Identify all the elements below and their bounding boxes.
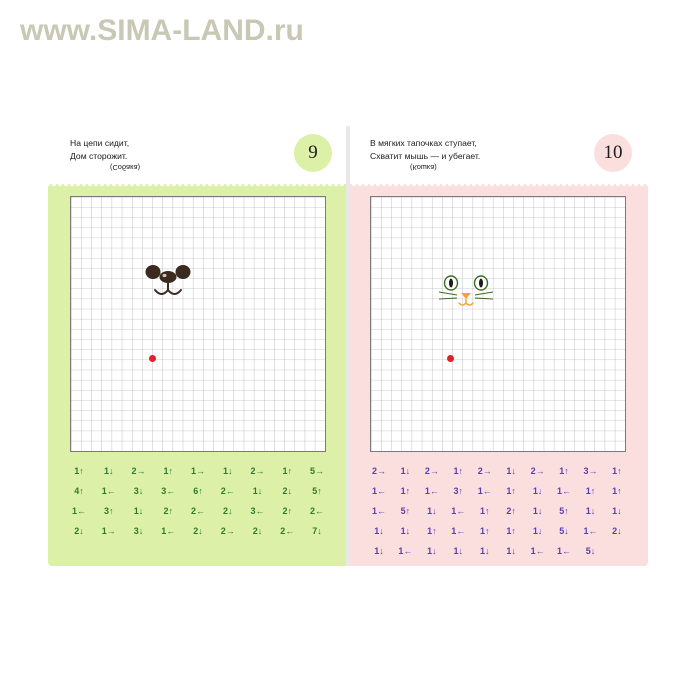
arrow-cell: 2←: [280, 526, 295, 536]
arrow-cell: 1←: [557, 546, 572, 556]
arrow-cell: 2↓: [74, 526, 84, 536]
arrow-cell: 1↓: [427, 546, 437, 556]
arrow-cell: 1↓: [374, 546, 384, 556]
page-right: [348, 126, 648, 566]
arrow-cell: 1↓: [585, 506, 596, 516]
arrow-cell: 1↓: [252, 486, 263, 496]
arrow-cell: 1↑: [506, 486, 516, 496]
arrow-cell: 1↓: [133, 506, 144, 516]
arrow-cell: 7↓: [312, 526, 322, 536]
arrow-row: [62, 526, 334, 536]
arrow-cell: 1↓: [532, 506, 543, 516]
page-number-right: 10: [594, 134, 632, 172]
arrow-cell: 1↓: [400, 466, 411, 476]
arrow-cell: 5↑: [312, 486, 322, 496]
arrow-cell: 1↑: [400, 486, 411, 496]
arrow-cell: 5↓: [585, 546, 596, 556]
arrow-cell: 2→: [371, 466, 386, 476]
arrow-cell: 1↓: [532, 526, 543, 536]
start-dot-left: [149, 355, 156, 362]
arrow-cell: 2↓: [193, 526, 203, 536]
arrow-cell: 2↑: [163, 506, 173, 516]
watermark: www.SIMA-LAND.ru: [20, 14, 304, 47]
arrow-cell: 2↓: [222, 506, 233, 516]
arrow-cell: 2↑: [282, 506, 292, 516]
arrow-cell: 3→: [583, 466, 598, 476]
drawing-grid-left: [70, 196, 326, 452]
arrow-cell: 1↑: [479, 506, 490, 516]
arrow-cell: 2→: [131, 466, 146, 476]
arrow-cell: 1←: [398, 546, 413, 556]
arrow-cell: 1↑: [453, 466, 464, 476]
start-dot-right: [447, 355, 454, 362]
page-left-panel: [48, 184, 348, 566]
arrow-cell: 1←: [451, 506, 466, 516]
grid-lines-right: [371, 197, 625, 451]
arrow-cell: [604, 546, 630, 556]
riddle-line-2: Схватит мышь — и убегает.: [370, 151, 481, 161]
arrow-cell: 3↓: [133, 526, 144, 536]
arrow-sequence-left: [62, 466, 334, 546]
arrow-cell: 1↓: [374, 526, 384, 536]
scallop-edge-right-icon: [348, 184, 648, 189]
arrow-cell: 1→: [101, 526, 116, 536]
scallop-edge-left-icon: [48, 184, 348, 189]
arrow-cell: 2↓: [252, 526, 263, 536]
riddle-answer-left: (Собака): [110, 163, 141, 172]
arrow-cell: 1←: [451, 526, 466, 536]
arrow-cell: 1↓: [506, 546, 516, 556]
book-gutter: [346, 126, 350, 566]
page-left-header: [48, 126, 348, 184]
arrow-cell: 5→: [309, 466, 324, 476]
arrow-cell: 2→: [530, 466, 545, 476]
page-number-left: 9: [294, 134, 332, 172]
arrow-cell: 4↑: [74, 486, 84, 496]
arrow-cell: 1←: [371, 486, 386, 496]
arrow-cell: 1←: [530, 546, 545, 556]
arrow-cell: 1↑: [163, 466, 173, 476]
arrow-cell: 3←: [161, 486, 176, 496]
arrow-cell: 1↑: [559, 466, 569, 476]
arrow-cell: 1↓: [506, 466, 516, 476]
arrow-cell: 1↓: [427, 506, 437, 516]
arrow-cell: 1↑: [479, 526, 490, 536]
arrow-cell: 2→: [220, 526, 235, 536]
arrow-row: [362, 546, 634, 556]
riddle-line-1: На цепи сидит,: [70, 138, 130, 148]
arrow-cell: 2←: [220, 486, 235, 496]
arrow-cell: 2↓: [612, 526, 622, 536]
arrow-row: [62, 466, 334, 476]
arrow-cell: 2→: [477, 466, 492, 476]
arrow-row: [362, 486, 634, 496]
riddle-line-2: Дом сторожит.: [70, 151, 128, 161]
arrow-cell: 5↑: [400, 506, 411, 516]
arrow-cell: 1↓: [222, 466, 233, 476]
cat-face-icon: [433, 273, 499, 319]
arrow-sequence-right: [362, 466, 634, 566]
arrow-cell: 1←: [371, 506, 386, 516]
arrow-cell: 2→: [424, 466, 439, 476]
arrow-row: [362, 506, 634, 516]
arrow-cell: 3←: [250, 506, 265, 516]
arrow-cell: 2←: [309, 506, 324, 516]
page-right-panel: [348, 184, 648, 566]
arrow-cell: 5↑: [559, 506, 569, 516]
arrow-cell: 2↑: [506, 506, 516, 516]
arrow-cell: 1←: [161, 526, 176, 536]
arrow-cell: 1←: [71, 506, 86, 516]
arrow-cell: 1↑: [506, 526, 516, 536]
arrow-cell: 1↑: [74, 466, 84, 476]
arrow-cell: 1←: [101, 486, 116, 496]
arrow-cell: 1←: [557, 486, 572, 496]
arrow-cell: 1↓: [532, 486, 543, 496]
page-right-header: [348, 126, 648, 184]
riddle-line-1: В мягких тапочках ступает,: [370, 138, 477, 148]
arrow-cell: 1↓: [453, 546, 464, 556]
arrow-cell: 3↑: [453, 486, 464, 496]
drawing-grid-right: [370, 196, 626, 452]
arrow-cell: 1→: [190, 466, 205, 476]
arrow-cell: 1←: [424, 486, 439, 496]
arrow-cell: 1←: [477, 486, 492, 496]
arrow-cell: 1↑: [612, 486, 622, 496]
arrow-cell: 1↑: [612, 466, 622, 476]
arrow-cell: 1↓: [612, 506, 622, 516]
arrow-cell: 1↓: [103, 466, 114, 476]
page-left: [48, 126, 348, 566]
arrow-cell: 3↑: [103, 506, 114, 516]
arrow-cell: 1←: [583, 526, 598, 536]
arrow-cell: 6↑: [193, 486, 203, 496]
arrow-cell: 2→: [250, 466, 265, 476]
arrow-cell: 1↓: [479, 546, 490, 556]
riddle-answer-right: (Кошка): [410, 163, 437, 172]
arrow-cell: 2↓: [282, 486, 292, 496]
book-spread: [48, 126, 648, 566]
riddle-text-left: [70, 137, 129, 163]
arrow-row: [362, 526, 634, 536]
arrow-cell: 5↓: [559, 526, 569, 536]
arrow-cell: 3↓: [133, 486, 144, 496]
arrow-cell: 1↑: [427, 526, 437, 536]
arrow-cell: 1↑: [282, 466, 292, 476]
grid-lines-left: [71, 197, 325, 451]
arrow-cell: 1↑: [585, 486, 596, 496]
arrow-cell: 1↓: [400, 526, 411, 536]
arrow-row: [362, 466, 634, 476]
riddle-text-right: [370, 137, 480, 163]
arrow-row: [62, 506, 334, 516]
arrow-cell: 2←: [190, 506, 205, 516]
dog-face-icon: [139, 263, 197, 307]
arrow-row: [62, 486, 334, 496]
